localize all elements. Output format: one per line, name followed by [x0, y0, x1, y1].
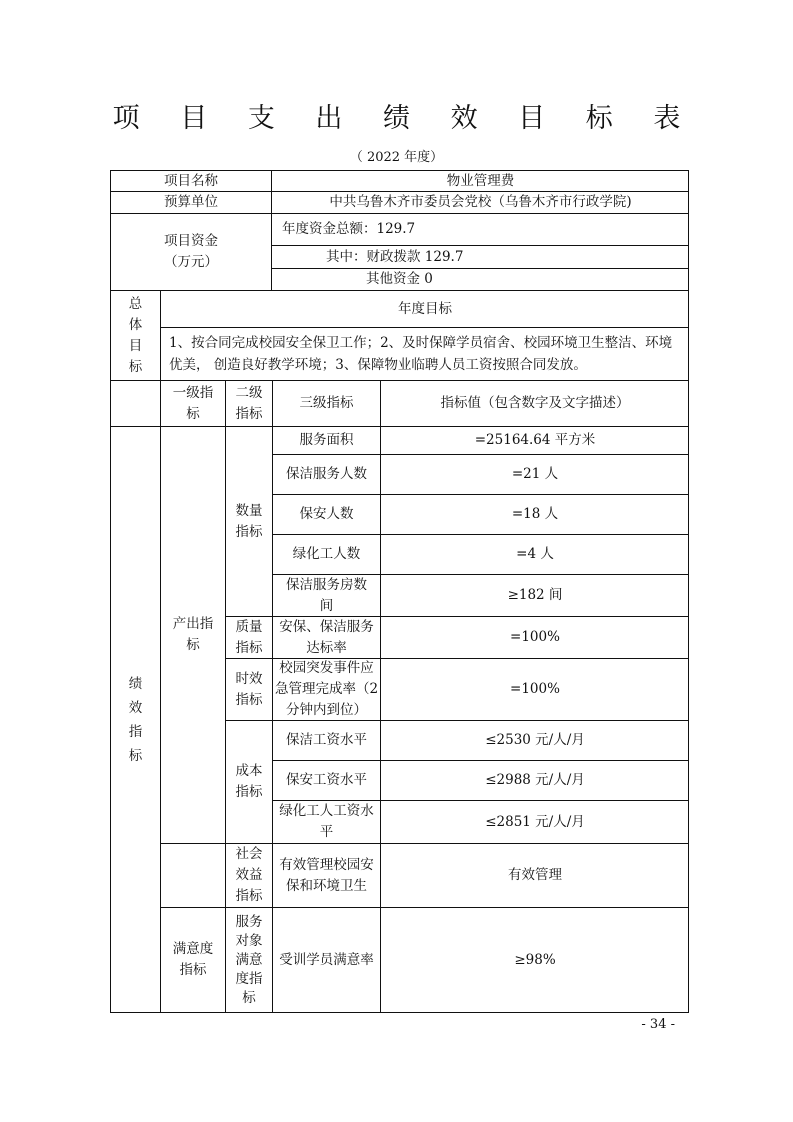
- guard-wage-value: ≤2988 元/人/月: [380, 760, 689, 800]
- service-area-name: 服务面积: [272, 426, 380, 454]
- timeliness-indicators-label: 时效 指标: [225, 658, 272, 720]
- rooms-name: 保洁服务房数 间: [272, 574, 380, 616]
- guards-name: 保安人数: [272, 494, 380, 534]
- quantity-indicators-label: 数量 指标: [225, 426, 272, 616]
- cleaner-wage-value: ≤2530 元/人/月: [380, 720, 689, 760]
- quality-rate-name: 安保、保洁服务 达标率: [272, 616, 380, 658]
- page-number: - 34 -: [641, 1017, 675, 1032]
- service-area-value: =25164.64 平方米: [380, 426, 689, 454]
- guard-wage-name: 保安工资水平: [272, 760, 380, 800]
- annual-goal-text: 1、按合同完成校园安全保卫工作；2、及时保障学员宿舍、校园环境卫生整洁、环境优美， 创造良好教学环境；3、保障物业临聘人员工资按照合同发放。: [160, 327, 689, 380]
- quality-rate-value: =100%: [380, 616, 689, 658]
- project-name-label: 项目名称: [164, 172, 218, 189]
- social-level1-blank: [160, 843, 225, 907]
- budget-unit-value: 中共乌鲁木齐市委员会党校（乌鲁木齐市行政学院): [271, 191, 689, 213]
- performance-table: [110, 170, 689, 1013]
- header-blank: [111, 380, 160, 426]
- header-value: 指标值（包含数字及文字描述）: [380, 380, 689, 426]
- greening-workers-value: =4 人: [380, 534, 689, 574]
- header-level1: 一级指 标: [160, 380, 225, 426]
- funds-other: 其他资金 0: [271, 268, 689, 290]
- header-level3: 三级指标: [272, 380, 380, 426]
- header-level2: 二级 指标: [225, 380, 272, 426]
- service-object-satisfaction-label: 服务 对象 满意 度指 标: [225, 907, 272, 1012]
- fiscal-year: （ 2022 年度）: [349, 150, 444, 165]
- trainee-satisfaction-value: ≥98%: [380, 907, 689, 1012]
- output-indicators-label: 产出指 标: [160, 426, 225, 843]
- annual-goal-label: 年度目标: [160, 290, 689, 327]
- emergency-rate-name: 校园突发事件应 急管理完成率（2 分钟内到位）: [272, 658, 380, 720]
- quality-indicators-label: 质量 指标: [225, 616, 272, 658]
- funds-total: 年度资金总额：129.7: [271, 213, 689, 245]
- cleaner-wage-name: 保洁工资水平: [272, 720, 380, 760]
- funds-fiscal: 其中：财政拨款 129.7: [271, 245, 689, 268]
- greening-wage-value: ≤2851 元/人/月: [380, 800, 689, 843]
- overall-target-label: 总 体 目 标: [111, 290, 160, 380]
- greening-wage-name: 绿化工人工资水 平: [272, 800, 380, 843]
- emergency-rate-value: =100%: [380, 658, 689, 720]
- cleaners-value: =21 人: [380, 454, 689, 494]
- satisfaction-indicators-label: 满意度 指标: [160, 907, 225, 1012]
- cost-indicators-label: 成本 指标: [225, 720, 272, 843]
- social-benefit-name: 有效管理校园安 保和环境卫生: [272, 843, 380, 907]
- project-name-value: 物业管理费: [271, 171, 689, 191]
- social-benefit-label: 社会 效益 指标: [225, 843, 272, 907]
- budget-unit-label: 预算单位: [111, 191, 271, 213]
- cleaners-name: 保洁服务人数: [272, 454, 380, 494]
- page-title: 项 目 支 出 绩 效 目 标 表: [112, 103, 697, 134]
- guards-value: =18 人: [380, 494, 689, 534]
- social-benefit-value: 有效管理: [380, 843, 689, 907]
- rooms-value: ≥182 间: [380, 574, 689, 616]
- trainee-satisfaction-name: 受训学员满意率: [272, 907, 380, 1012]
- greening-workers-name: 绿化工人数: [272, 534, 380, 574]
- funds-label: 项目资金 （万元）: [111, 213, 271, 290]
- performance-indicators-label: 绩 效 指 标: [111, 426, 160, 1012]
